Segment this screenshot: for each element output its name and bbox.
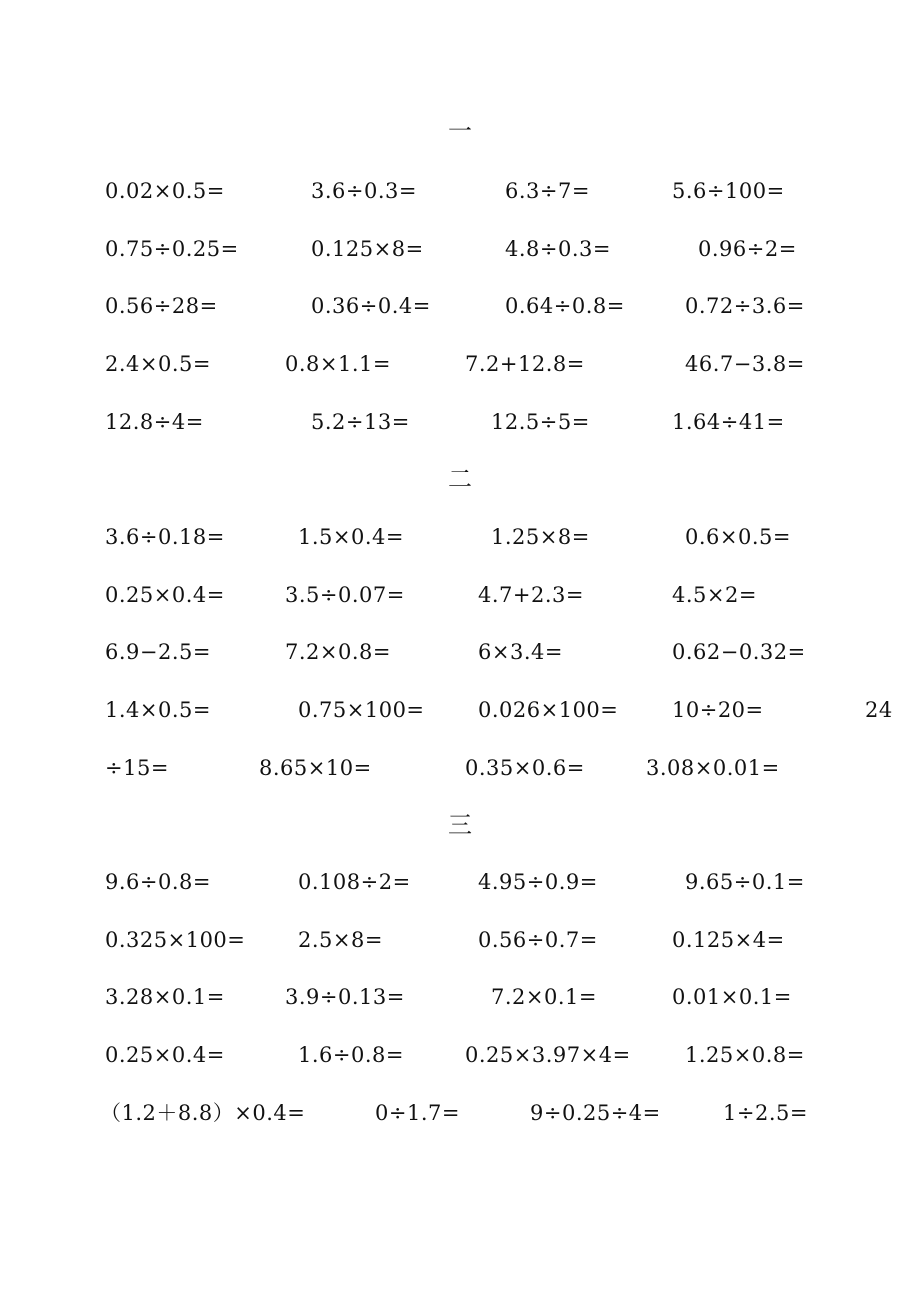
- problem: 0.25×0.4=: [105, 1043, 225, 1067]
- problem: 0.6×0.5=: [685, 525, 791, 549]
- problem: 6.3÷7=: [505, 179, 590, 203]
- problem: 0÷1.7=: [375, 1101, 460, 1125]
- problem: 6×3.4=: [478, 640, 563, 664]
- problem: 3.6÷0.18=: [105, 525, 225, 549]
- problem: 0.108÷2=: [298, 870, 411, 894]
- problem: 9.65÷0.1=: [685, 870, 805, 894]
- problem: 1.25×0.8=: [685, 1043, 805, 1067]
- problem: 7.2+12.8=: [465, 352, 585, 376]
- problem: 0.64÷0.8=: [505, 294, 625, 318]
- problem: 0.75×100=: [298, 698, 425, 722]
- problem: 0.25×3.97×4=: [465, 1043, 631, 1067]
- problem: 2.5×8=: [298, 928, 383, 952]
- problem: 0.026×100=: [478, 698, 619, 722]
- problem: 0.02×0.5=: [105, 179, 225, 203]
- problem: 3.6÷0.3=: [311, 179, 417, 203]
- problem: 9.6÷0.8=: [105, 870, 211, 894]
- problem: 0.75÷0.25=: [105, 237, 239, 261]
- problem: 3.08×0.01=: [646, 756, 780, 780]
- problem: 10÷20=: [672, 698, 764, 722]
- problem: 0.125×8=: [311, 237, 424, 261]
- problem: 1.6÷0.8=: [298, 1043, 404, 1067]
- problem: 0.35×0.6=: [465, 756, 585, 780]
- problem: 0.96÷2=: [698, 237, 797, 261]
- problem: 5.2÷13=: [311, 410, 410, 434]
- problem: 0.25×0.4=: [105, 583, 225, 607]
- problem: 4.95÷0.9=: [478, 870, 598, 894]
- problem: 3.28×0.1=: [105, 985, 225, 1009]
- problem: 2.4×0.5=: [105, 352, 211, 376]
- problem: 7.2×0.1=: [491, 985, 597, 1009]
- problem: 0.325×100=: [105, 928, 246, 952]
- problem: 4.7+2.3=: [478, 583, 584, 607]
- problem: 1÷2.5=: [723, 1101, 808, 1125]
- problem: 4.8÷0.3=: [505, 237, 611, 261]
- problem: 0.36÷0.4=: [311, 294, 431, 318]
- problem: 7.2×0.8=: [285, 640, 391, 664]
- problem: 6.9−2.5=: [105, 640, 211, 664]
- problem: 0.125×4=: [672, 928, 785, 952]
- problem: 4.5×2=: [672, 583, 757, 607]
- section-heading-1: 一: [448, 117, 472, 145]
- problem: 0.62−0.32=: [672, 640, 806, 664]
- problem: 9÷0.25÷4=: [530, 1101, 661, 1125]
- problem: ÷15=: [105, 756, 169, 780]
- problem: 1.5×0.4=: [298, 525, 404, 549]
- problem-fragment: 24: [865, 698, 893, 722]
- section-heading-3: 三: [448, 811, 472, 839]
- problem: 12.8÷4=: [105, 410, 204, 434]
- problem: （1.2＋8.8）×0.4=: [100, 1101, 306, 1125]
- problem: 0.72÷3.6=: [685, 294, 805, 318]
- problem: 46.7−3.8=: [685, 352, 805, 376]
- problem: 8.65×10=: [259, 756, 372, 780]
- problem: 0.56÷0.7=: [478, 928, 598, 952]
- problem: 0.8×1.1=: [285, 352, 391, 376]
- problem: 0.01×0.1=: [672, 985, 792, 1009]
- problem: 1.25×8=: [491, 525, 590, 549]
- problem: 1.64÷41=: [672, 410, 785, 434]
- problem: 12.5÷5=: [491, 410, 590, 434]
- problem: 1.4×0.5=: [105, 698, 211, 722]
- section-heading-2: 二: [448, 465, 472, 493]
- problem: 5.6÷100=: [672, 179, 785, 203]
- problem: 0.56÷28=: [105, 294, 218, 318]
- problem: 3.9÷0.13=: [285, 985, 405, 1009]
- problem: 3.5÷0.07=: [285, 583, 405, 607]
